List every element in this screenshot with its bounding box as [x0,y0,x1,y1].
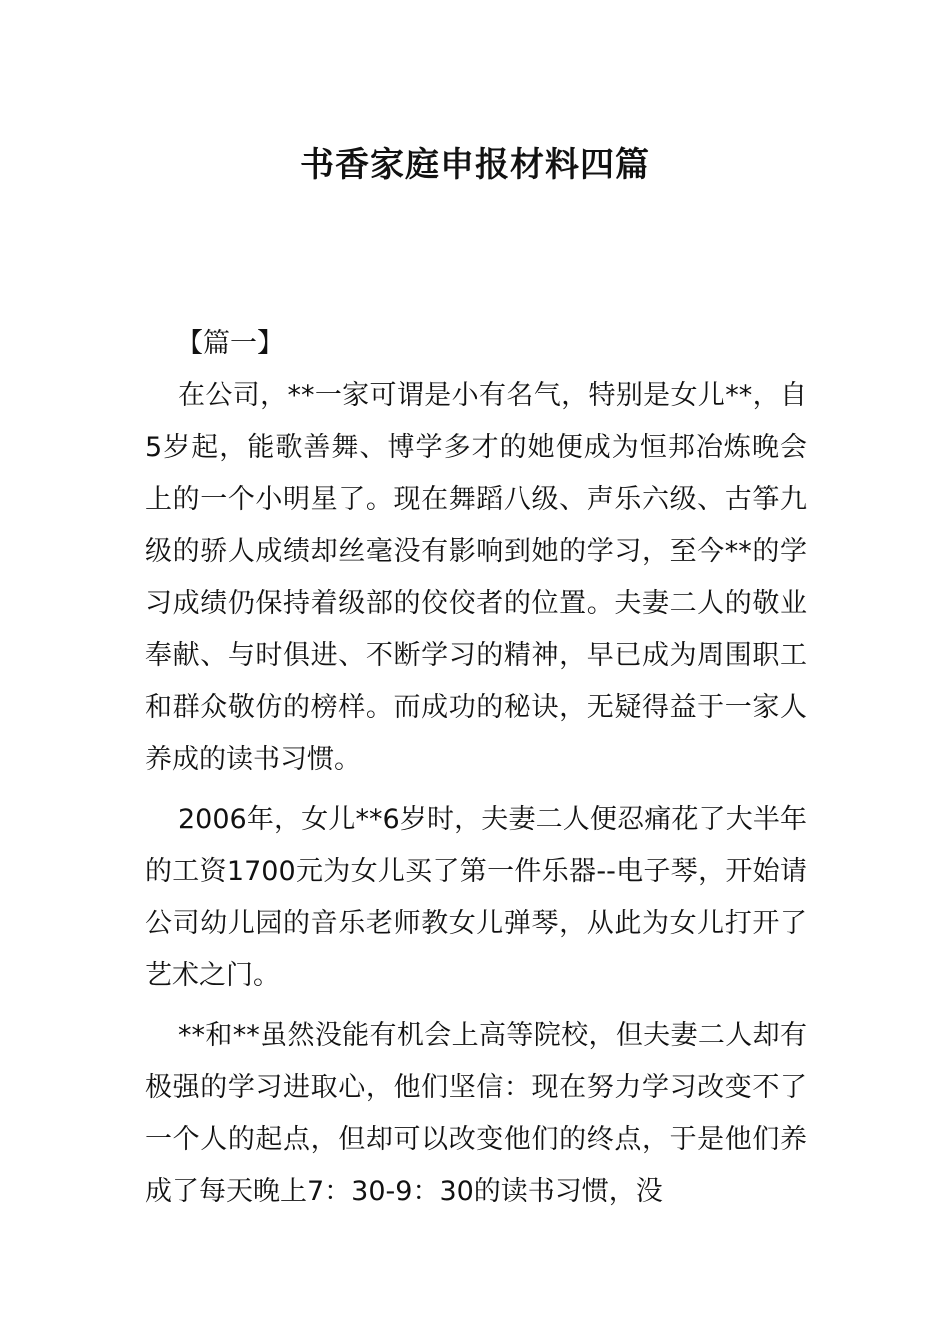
document-body [145,318,807,1226]
section-heading: 【篇一】 [176,328,284,359]
document-title: 书香家庭申报材料四篇 [300,145,650,185]
paragraph-2: 2006年，女儿**6岁时，夫妻二人便忍痛花了大半年的工资1700元为女儿买了第一件乐器--电子琴，开始请公司幼儿园的音乐老师教女儿弹琴，从此为女儿打开了艺术之门。 [145,804,807,991]
paragraph-1: 在公司，**一家可谓是小有名气，特别是女儿**，自5岁起，能歌善舞、博学多才的她便成为恒邦冶炼晚会上的一个小明星了。现在舞蹈八级、声乐六级、古筝九级的骄人成绩却丝毫没有影响到她的学习，至今**的学习成绩仍保持着级部的佼佼者的位置。夫妻二人的敬业奉献、与时俱进、不断学习的精神，早已成为周围职工和群众敬仿的榜样。而成功的秘诀，无疑得益于一家人养成的读书习惯。 [145,380,807,775]
paragraph-3: **和**虽然没能有机会上高等院校，但夫妻二人却有极强的学习进取心，他们坚信：现在努力学习改变不了一个人的起点，但却可以改变他们的终点，于是他们养成了每天晚上7：30-9：30的读书习惯，没 [145,1020,807,1207]
